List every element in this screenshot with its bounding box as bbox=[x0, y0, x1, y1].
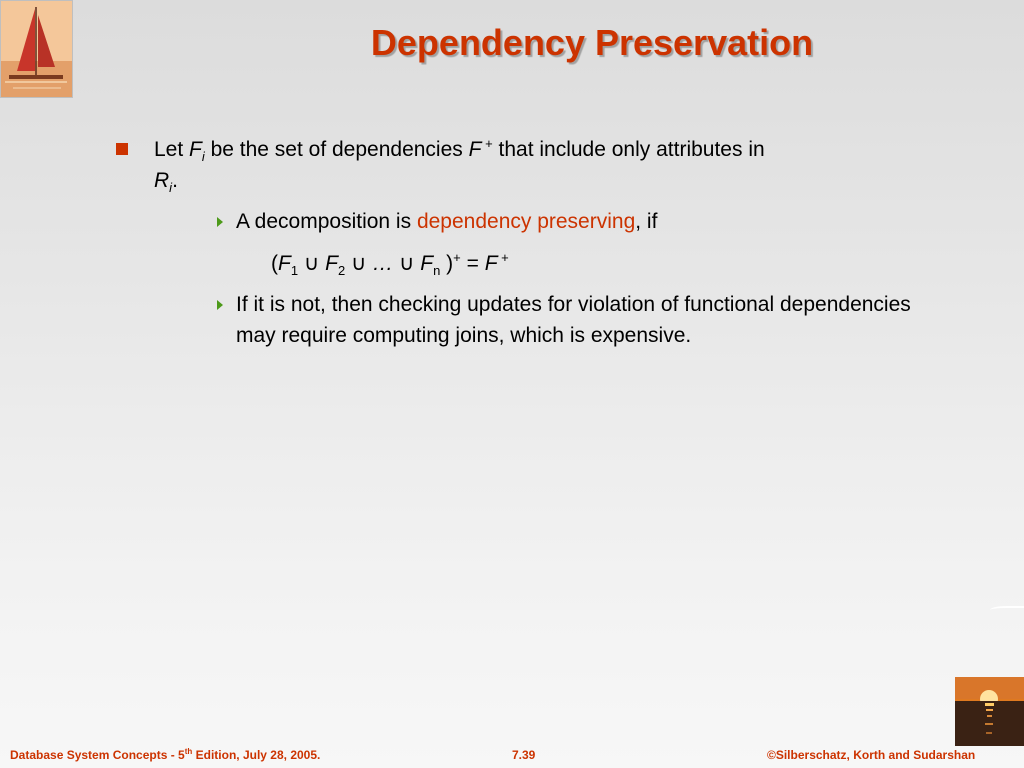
union-symbol: ∪ bbox=[393, 252, 421, 275]
sub-bullet-suffix: , if bbox=[635, 210, 658, 233]
math-var-f: F bbox=[325, 252, 338, 275]
math-var-f: F bbox=[278, 252, 291, 275]
math-var-f: F bbox=[420, 252, 434, 275]
sub-bullet-text: If it is not, then checking updates for violation of functional dependencies may require computing joins, which is expensive. bbox=[236, 293, 911, 347]
sub-bullet-prefix: A decomposition is bbox=[236, 210, 417, 233]
union-symbol: ∪ bbox=[298, 252, 326, 275]
math-sup-plus: + bbox=[481, 136, 493, 151]
highlight-term: dependency preserving bbox=[416, 210, 636, 233]
sub-bullet-text bbox=[236, 206, 657, 237]
footer-copyright: ©Silberschatz, Korth and Sudarshan bbox=[767, 748, 976, 762]
math-var-f: F bbox=[484, 252, 498, 275]
decorative-swoosh bbox=[990, 606, 1024, 614]
math-var-f: F bbox=[189, 138, 202, 161]
bullet-text: be the set of dependencies bbox=[204, 138, 469, 161]
square-bullet-icon bbox=[116, 143, 128, 155]
arrow-bullet-icon bbox=[217, 300, 223, 310]
main-bullet-line1 bbox=[154, 134, 914, 165]
footer-book-title bbox=[10, 748, 320, 762]
slide-title: Dependency Preservation bbox=[370, 22, 814, 63]
equals-sign: = bbox=[460, 252, 485, 275]
bullet-text: Let bbox=[154, 138, 190, 161]
sunset-image bbox=[955, 677, 1024, 746]
formula-paren: ( bbox=[271, 252, 278, 275]
math-sup-plus: + bbox=[497, 250, 509, 265]
formula-paren: ) bbox=[440, 252, 454, 275]
formula bbox=[271, 248, 509, 279]
main-bullet-line2 bbox=[154, 165, 178, 196]
footer-date-text: Edition, July 28, 2005. bbox=[192, 748, 321, 762]
arrow-bullet-icon bbox=[217, 217, 223, 227]
math-sub-i: i bbox=[201, 149, 205, 165]
bullet-text: . bbox=[172, 169, 178, 192]
ellipsis: … bbox=[372, 252, 394, 275]
math-sub: n bbox=[433, 263, 441, 279]
union-symbol: ∪ bbox=[345, 252, 373, 275]
math-var-f: F bbox=[468, 138, 482, 161]
bullet-text: that include only attributes in bbox=[492, 138, 765, 161]
footer-edition-sup: th bbox=[184, 747, 193, 756]
math-sub-i: i bbox=[169, 180, 173, 196]
math-sup-plus: + bbox=[453, 250, 461, 265]
footer-title-text: Database System Concepts - 5 bbox=[10, 748, 185, 762]
math-var-r: R bbox=[154, 169, 170, 192]
math-sub: 2 bbox=[337, 263, 346, 279]
footer-page-number: 7.39 bbox=[512, 748, 536, 762]
math-sub: 1 bbox=[290, 263, 299, 279]
